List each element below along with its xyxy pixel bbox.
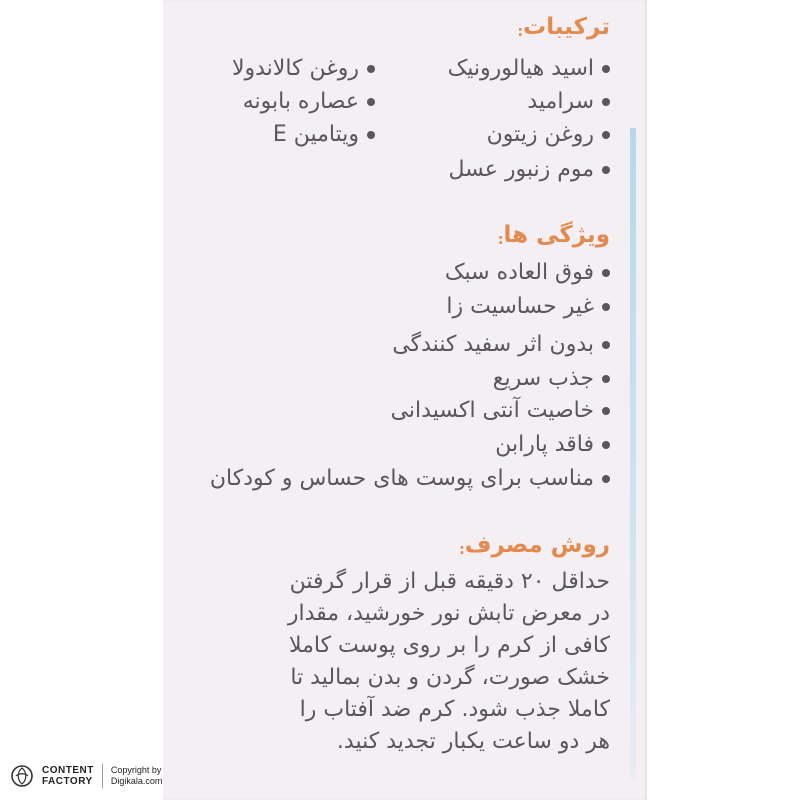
usage-line: در معرض تابش نور خورشید، مقدار	[287, 601, 610, 626]
feature-item: جذب سریع	[493, 364, 610, 394]
bullet-icon	[602, 269, 610, 277]
bullet-icon	[602, 375, 610, 383]
box-edge-strip	[630, 128, 636, 780]
bullet-icon	[367, 65, 375, 73]
bullet-icon	[602, 303, 610, 311]
label-content	[195, 0, 610, 800]
ingredient-item: اسید هیالورونیک	[448, 54, 610, 84]
ingredient-item: ویتامین E	[273, 120, 375, 150]
bullet-icon	[602, 341, 610, 349]
ingredient-item: روغن زیتون	[487, 120, 610, 150]
content-factory-logo-icon	[10, 764, 34, 788]
feature-item: فوق العاده سبک	[445, 258, 610, 288]
usage-line: کاملا جذب شود. کرم ضد آفتاب را	[299, 697, 610, 722]
ingredients-heading: ترکیبات:	[517, 14, 610, 40]
feature-item: خاصیت آنتی اکسیدانی	[391, 396, 610, 426]
bullet-icon	[602, 441, 610, 449]
usage-heading: روش مصرف:	[459, 532, 610, 558]
content-factory-watermark	[10, 758, 162, 794]
feature-item: غیر حساسیت زا	[446, 292, 610, 322]
features-heading: ویژگی ها:	[497, 222, 610, 248]
usage-line: حداقل ۲۰ دقیقه قبل از قرار گرفتن	[289, 569, 610, 594]
bullet-icon	[602, 98, 610, 106]
usage-paragraph	[205, 566, 610, 758]
ingredient-item: موم زنبور عسل	[448, 155, 610, 185]
bullet-icon	[602, 475, 610, 483]
bullet-icon	[367, 98, 375, 106]
bullet-icon	[602, 166, 610, 174]
usage-line: کافی از کرم را بر روی پوست کاملا	[288, 633, 610, 658]
usage-line: هر دو ساعت یکبار تجدید کنید.	[336, 729, 610, 754]
bullet-icon	[602, 407, 610, 415]
logo-text: CONTENT FACTORY	[42, 765, 94, 787]
divider	[102, 764, 103, 788]
copyright-text: Copyright by Digikala.com	[110, 765, 163, 786]
ingredient-item: عصاره بابونه	[243, 87, 375, 117]
feature-item: مناسب برای پوست های حساس و کودکان	[210, 464, 610, 494]
feature-item: بدون اثر سفید کنندگی	[392, 330, 610, 360]
bullet-icon	[602, 131, 610, 139]
usage-line: خشک صورت، گردن و بدن بمالید تا	[290, 665, 610, 690]
ingredient-item: سرامید	[527, 87, 610, 117]
ingredient-item: روغن کالاندولا	[232, 54, 375, 84]
feature-item: فاقد پارابن	[495, 430, 610, 460]
bullet-icon	[367, 131, 375, 139]
bullet-icon	[602, 65, 610, 73]
